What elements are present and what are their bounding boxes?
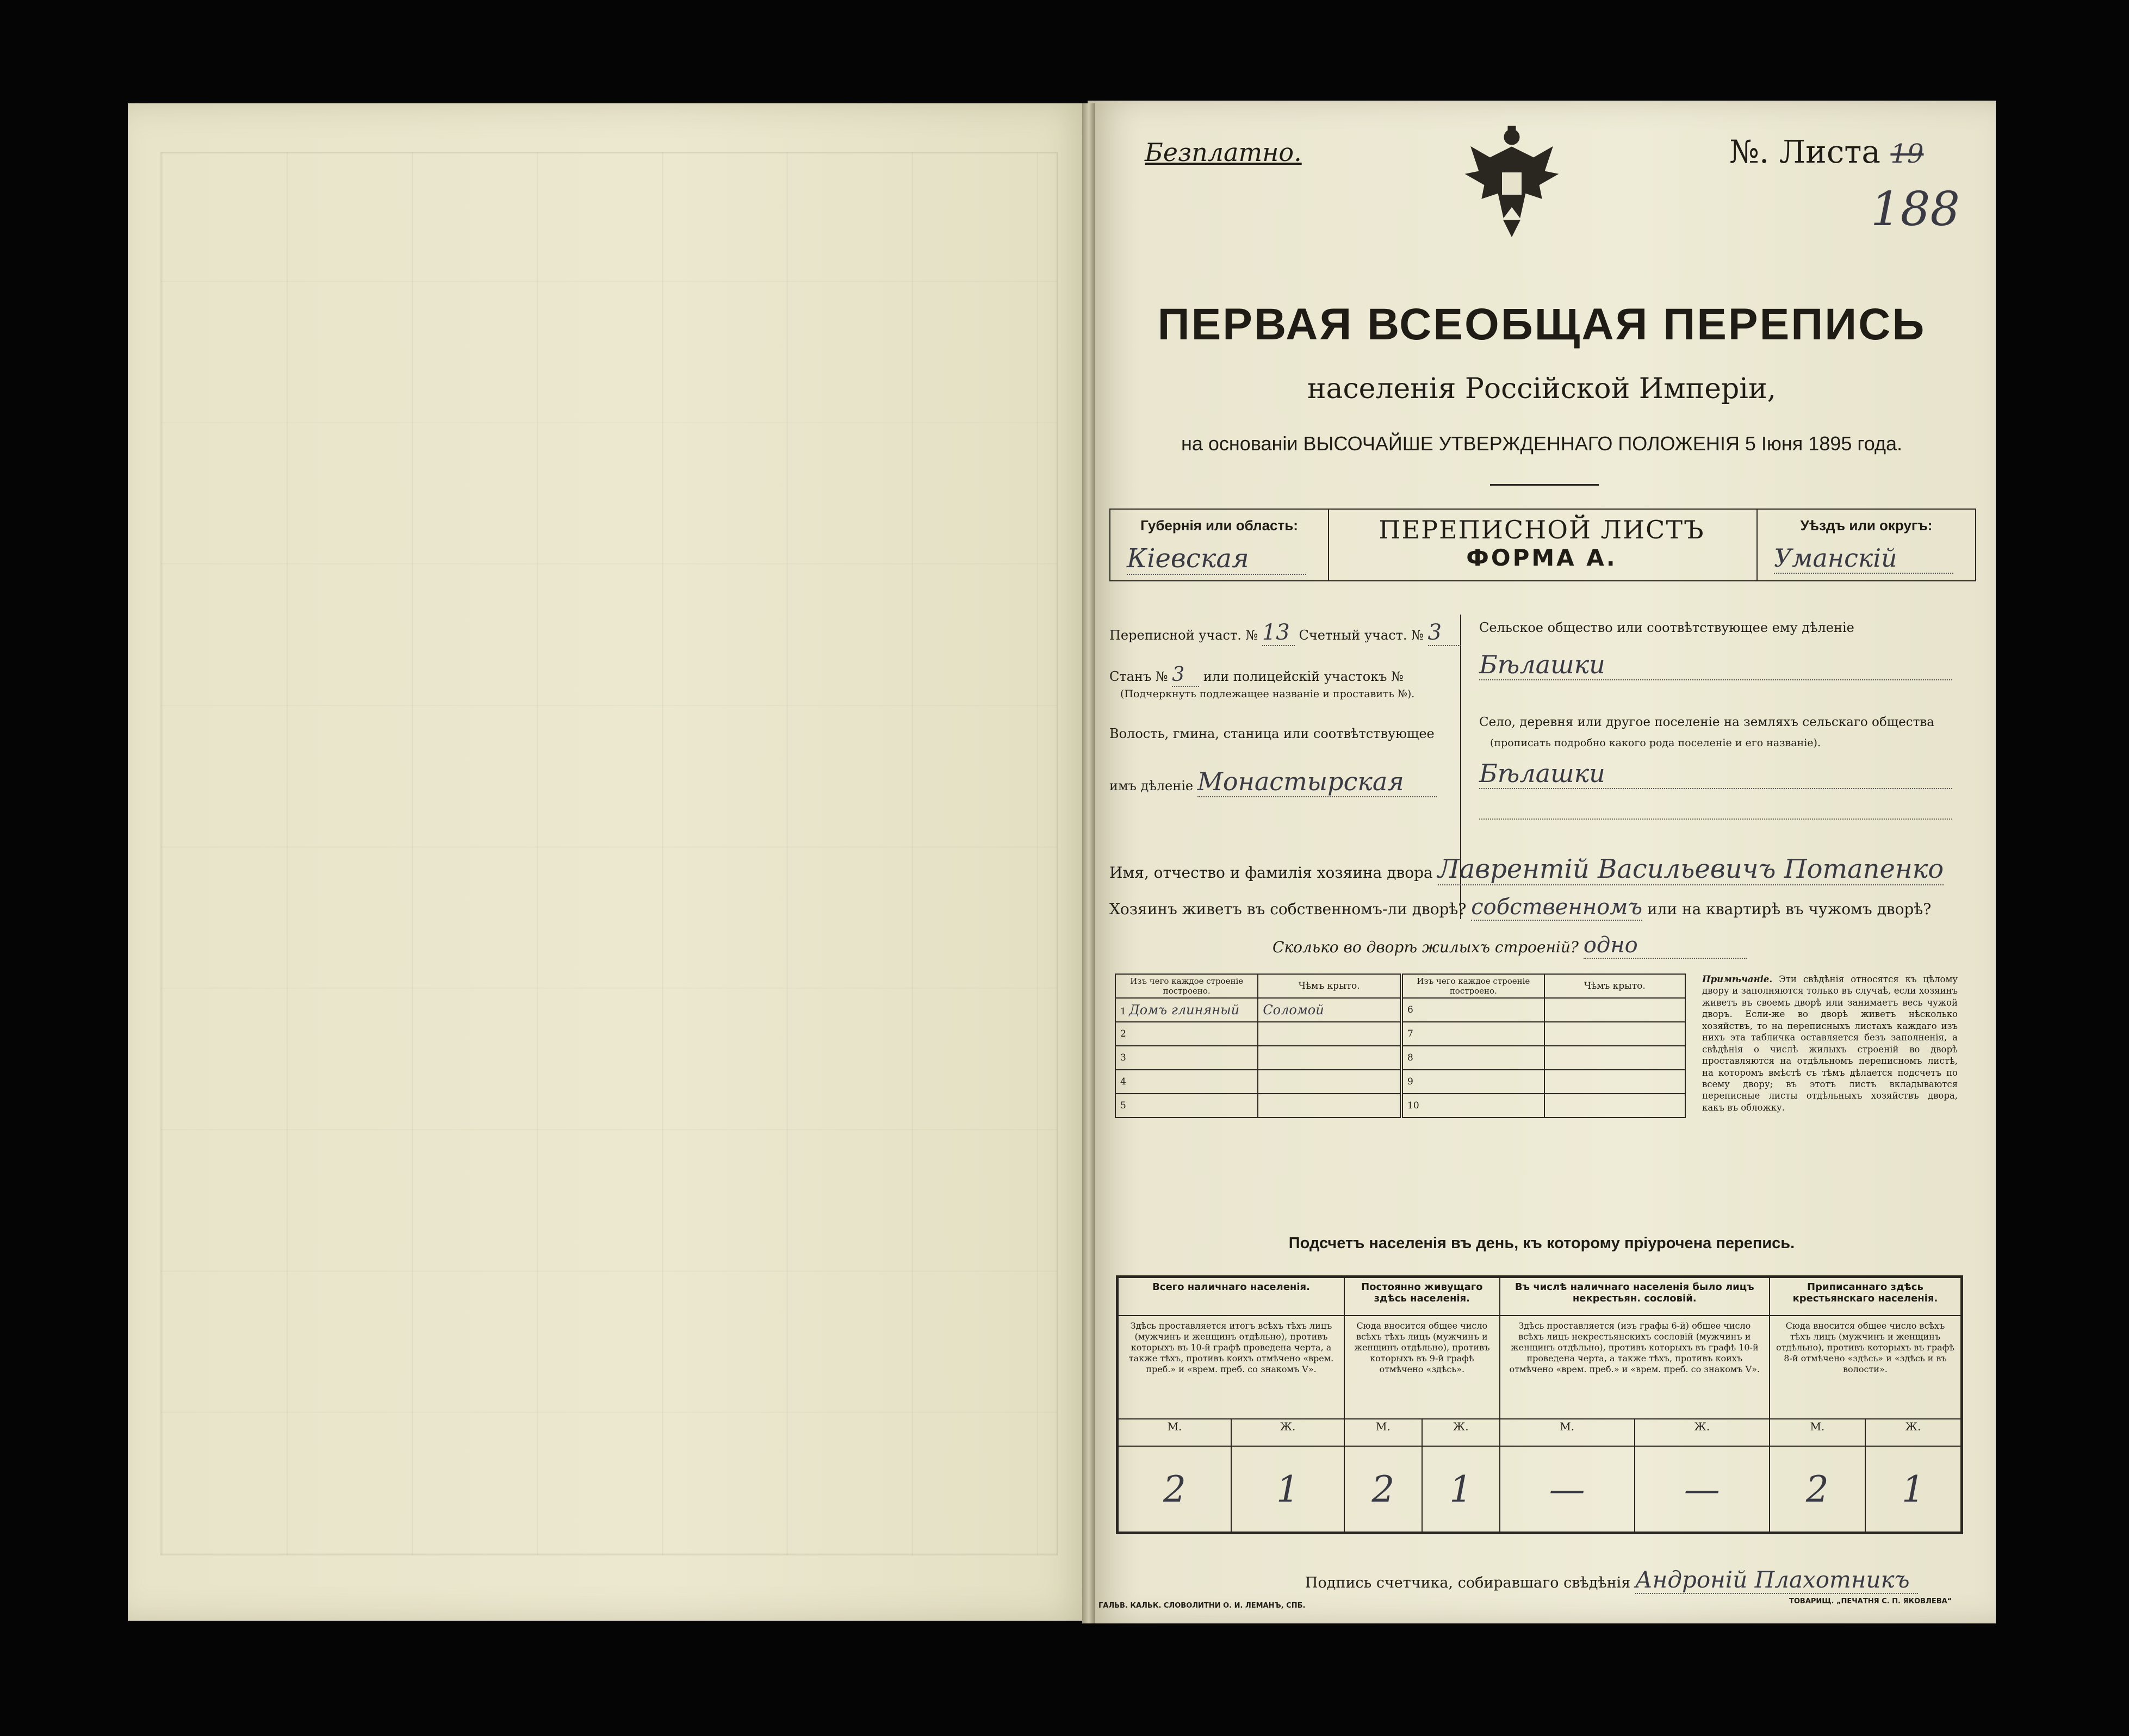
note-title: Примѣчаніе.: [1702, 974, 1773, 984]
underline-note: (Подчеркнуть подлежащее названіе и проставить №).: [1120, 688, 1415, 700]
sheet-number-struck: 19: [1890, 139, 1924, 169]
volost-label: Волость, гмина, станица или соотвѣтствующее: [1109, 726, 1435, 741]
subtitle: населенія Россійской Имперіи,: [1307, 373, 1777, 405]
imperial-eagle-emblem-icon: [1460, 125, 1563, 239]
district-box: [1756, 509, 1976, 581]
form-title-line-1: ПЕРЕПИСНОЙ ЛИСТЪ: [1379, 515, 1705, 544]
signature-value: Андроній Плахотникъ: [1635, 1566, 1918, 1594]
count-col-4-desc: Сюда вносится общее число всѣхъ тѣхъ лицъ (мужчинъ и женщинъ отдѣльно), противъ которыхъ въ графѣ 8-й отмѣчено «здѣсь» и «здѣсь и въ волости».: [1770, 1316, 1961, 1419]
male-label: М.: [1770, 1419, 1865, 1446]
census-area-value: 13: [1262, 620, 1295, 646]
note-text: Эти свѣдѣнія относятся къ цѣлому двору и заполняются только въ случаѣ, если хозяинъ живетъ въ своемъ дворѣ или занимаетъ весь чужой дворъ. Если-же во дворѣ живетъ нѣсколько хозяйствъ, то на переписныхъ листахъ каждаго изъ нихъ эта табличка оставляется безъ заполненія, а свѣдѣнія о числѣ жилыхъ строеній во дворѣ проставляются на отдѣльномъ переписномъ листѣ, на которомъ вмѣстѣ съ тѣмъ дѣлается подсчетъ по всему двору; въ этотъ листъ вкладываются переписные листы отдѣльныхъ хозяйствъ двора, какъ въ обложку.: [1702, 974, 1958, 1113]
table-row: 1 Домъ глиняный Соломой 6: [1115, 998, 1685, 1022]
note-block: [1702, 974, 1958, 1113]
stan-row: Станъ № 3 или полицейскій участокъ №: [1109, 664, 1404, 686]
buildings-table-header: [1115, 974, 1685, 998]
table-row: 4 9: [1115, 1070, 1685, 1094]
table-row: 5 10: [1115, 1094, 1685, 1118]
buildings-count-row: Сколько во дворѣ жилыхъ строеній? одно: [1273, 933, 1747, 959]
count-sex-header-row: [1118, 1419, 1961, 1446]
residence-value: собственномъ: [1471, 895, 1643, 920]
buildings-count-value: одно: [1584, 933, 1747, 959]
count-col-4-title: Приписаннаго здѣсь крестьянскаго населенія.: [1770, 1278, 1961, 1316]
male-label: М.: [1344, 1419, 1422, 1446]
signature-row: Подпись счетчика, собиравшаго свѣдѣнія Андроній Плахотникъ: [1305, 1566, 1918, 1594]
stan-value: 3: [1172, 664, 1199, 687]
village-label: Село, деревня или другое поселеніе на земляхъ сельскаго общества: [1479, 715, 1935, 729]
count-col-2-desc: Сюда вносится общее число всѣхъ тѣхъ лицъ (мужчинъ и женщинъ отдѣльно), противъ которыхъ въ 9-й графѣ отмѣчено «здѣсь».: [1344, 1316, 1500, 1419]
col-roof-header: Чѣмъ крыто.: [1258, 974, 1401, 998]
residence-row: Хозяинъ живетъ въ собственномъ-ли дворѣ? собственномъ или на квартирѣ въ чужомъ дворѣ?: [1109, 895, 1932, 920]
owner-row: Имя, отчество и фамилія хозяина двора Лаврентій Васильевичъ Потапенко: [1109, 854, 1944, 884]
count-col-3-desc: Здѣсь проставляется (изъ графы 6-й) общее число всѣхъ лицъ некрестьянскихъ сословій (мужчинъ и женщинъ отдѣльно), противъ которыхъ въ графѣ 10-й проведена черта, а также тѣхъ, противъ коихъ отмѣчено «врем. преб.» и «врем. преб. со знакомъ V».: [1500, 1316, 1770, 1419]
non-peasant-male-value: —: [1500, 1446, 1635, 1532]
legal-basis-line: на основаніи ВЫСОЧАЙШЕ УТВЕРЖДЕННАГО ПОЛОЖЕНІЯ 5 Іюня 1895 года.: [1181, 432, 1902, 455]
col-material-header: Изъ чего каждое строеніе построено.: [1115, 974, 1258, 998]
count-values-row: [1118, 1446, 1961, 1532]
sheet-number-label: №. Листа 19: [1729, 133, 1924, 170]
female-label: Ж.: [1865, 1419, 1961, 1446]
buildings-table: [1115, 974, 1686, 1118]
free-label: Безплатно.: [1145, 138, 1302, 167]
non-peasant-female-value: —: [1635, 1446, 1770, 1532]
count-col-1-title: Всего наличнаго населенія.: [1118, 1278, 1344, 1316]
printer-imprint-left: ГАЛЬВ. КАЛЬК. СЛОВОЛИТНИ О. И. ЛЕМАНЪ, СПБ.: [1098, 1602, 1306, 1610]
count-title-row: [1118, 1278, 1961, 1316]
male-label: М.: [1500, 1419, 1635, 1446]
village-note: (прописать подробно какого рода поселеніе и его названіе).: [1490, 737, 1821, 749]
form-title-box: [1327, 509, 1756, 581]
village-value: Бѣлашки: [1479, 759, 1952, 789]
district-label: Уѣздъ или округъ:: [1800, 517, 1933, 534]
province-box: [1109, 509, 1329, 581]
registered-female-value: 1: [1865, 1446, 1961, 1532]
village-extra-line: [1479, 819, 1952, 820]
ornament-divider: [1490, 484, 1599, 486]
society-label: Сельское общество или соотвѣтствующее ему дѣленіе: [1479, 620, 1854, 635]
male-label: М.: [1118, 1419, 1231, 1446]
census-form-page: [1088, 101, 1996, 1623]
table-row: 3 8: [1115, 1046, 1685, 1070]
volost-row: имъ дѣленіе Монастырская: [1109, 767, 1437, 797]
province-label: Губернія или область:: [1140, 517, 1298, 534]
count-desc-row: [1118, 1316, 1961, 1419]
form-title-line-2: ФОРМА А.: [1466, 544, 1617, 571]
volost-value: Монастырская: [1197, 767, 1437, 797]
printer-imprint-right: ТОВАРИЩ. „ПЕЧАТНЯ С. П. ЯКОВЛЕВА“: [1789, 1597, 1952, 1605]
resident-male-value: 2: [1344, 1446, 1422, 1532]
count-col-3-title: Въ числѣ наличнаго населенія было лицъ некрестьян. сословій.: [1500, 1278, 1770, 1316]
table-row: 2 7: [1115, 1022, 1685, 1046]
census-area-row: Переписной участ. № 13 Счетный участ. № 3: [1109, 620, 1461, 646]
resident-female-value: 1: [1422, 1446, 1500, 1532]
population-count-table: [1116, 1275, 1963, 1534]
sheet-number-handwritten: 188: [1871, 182, 1960, 237]
owner-value: Лаврентій Васильевичъ Потапенко: [1437, 854, 1944, 884]
col-material-header-2: Изъ чего каждое строеніе построено.: [1401, 974, 1544, 998]
book-gutter: [1082, 103, 1095, 1623]
district-value: Уманскій: [1774, 543, 1953, 574]
col-roof-header-2: Чѣмъ крыто.: [1544, 974, 1685, 998]
left-page-blank: [128, 103, 1090, 1621]
bleed-through-grid: [160, 152, 1058, 1555]
female-label: Ж.: [1231, 1419, 1344, 1446]
society-value: Бѣлашки: [1479, 650, 1952, 680]
registered-male-value: 2: [1770, 1446, 1865, 1532]
count-heading: Подсчетъ населенія въ день, къ которому пріурочена перепись.: [1288, 1235, 1795, 1252]
main-title: ПЕРВАЯ ВСЕОБЩАЯ ПЕРЕПИСЬ: [1157, 300, 1926, 349]
count-col-1-desc: Здѣсь проставляется итогъ всѣхъ тѣхъ лицъ (мужчинъ и женщинъ отдѣльно), противъ которыхъ въ 10-й графѣ проведена черта, а также тѣхъ, противъ коихъ отмѣчено «врем. преб.» и «врем. преб. со знакомъ V».: [1118, 1316, 1344, 1419]
female-label: Ж.: [1635, 1419, 1770, 1446]
female-label: Ж.: [1422, 1419, 1500, 1446]
total-male-value: 2: [1118, 1446, 1231, 1532]
count-col-2-title: Постоянно живущаго здѣсь населенія.: [1344, 1278, 1500, 1316]
province-value: Кіевская: [1127, 543, 1306, 575]
count-area-value: 3: [1428, 620, 1461, 646]
total-female-value: 1: [1231, 1446, 1344, 1532]
